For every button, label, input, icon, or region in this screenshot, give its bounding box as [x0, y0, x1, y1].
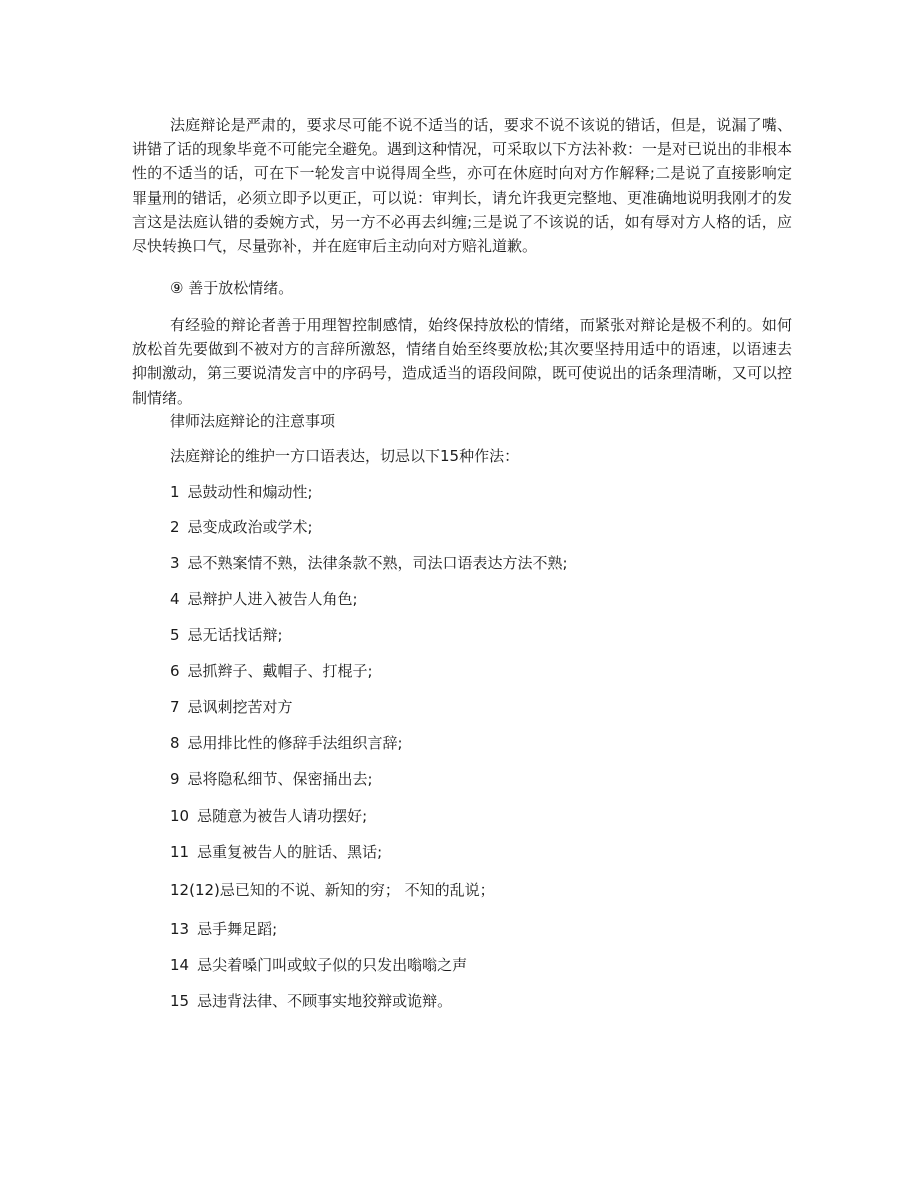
list-item-text: 忌鼓动性和煽动性;	[187, 483, 313, 501]
list-item-number: 7	[170, 698, 180, 716]
list-item-text: 忌重复被告人的脏话、黑话;	[197, 843, 383, 861]
list-item-text: 忌已知的不说、新知的穷； 不知的乱说；	[219, 881, 495, 899]
list-item-number: 8	[170, 734, 180, 752]
list-item-number: 5	[170, 626, 180, 644]
list-item	[170, 991, 452, 1011]
list-item-number: 9	[170, 770, 180, 788]
list-item-number: 15	[170, 992, 190, 1010]
list-intro: 法庭辩论的维护一方口语表达，切忌以下15种作法：	[170, 447, 520, 465]
list-item	[170, 661, 373, 681]
list-item-text: 忌讽刺挖苦对方	[187, 698, 293, 716]
list-item-text: 忌尖着嗓门叫或蚊子似的只发出嗡嗡之声	[197, 956, 468, 974]
list-item	[170, 697, 293, 717]
list-item-text: 忌抓辫子、戴帽子、打棍子;	[187, 662, 373, 680]
item-9-relax: ⑨ 善于放松情绪。	[170, 279, 294, 297]
list-item-number: 4	[170, 590, 180, 608]
list-item-text: 忌不熟案情不熟，法律条款不熟，司法口语表达方法不熟;	[187, 554, 568, 572]
list-item-text: 忌违背法律、不顾事实地狡辩或诡辩。	[197, 992, 453, 1010]
list-item-text: 忌辩护人进入被告人角色;	[187, 590, 358, 608]
list-item	[170, 517, 313, 537]
list-item-number: 11	[170, 843, 190, 861]
list-item-text: 忌随意为被告人请功摆好;	[197, 807, 368, 825]
list-item-text: 忌手舞足蹈;	[197, 920, 278, 938]
list-item-number: 12(12)	[170, 881, 220, 899]
section-heading: 律师法庭辩论的注意事项	[170, 412, 336, 430]
list-item-number: 3	[170, 554, 180, 572]
list-item	[170, 482, 313, 502]
list-item	[170, 769, 373, 789]
list-item	[170, 919, 277, 939]
list-item-number: 6	[170, 662, 180, 680]
list-item-number: 1	[170, 483, 180, 501]
list-item	[170, 806, 367, 826]
list-item	[170, 733, 403, 753]
list-item	[170, 625, 283, 645]
list-item-number: 2	[170, 518, 180, 536]
list-item	[170, 842, 382, 862]
list-item-text: 忌用排比性的修辞手法组织言辞;	[187, 734, 403, 752]
list-item	[170, 589, 358, 609]
list-item-text: 忌变成政治或学术;	[187, 518, 313, 536]
paragraph-relax: 有经验的辩论者善于用理智控制感情，始终保持放松的情绪，而紧张对辩论是极不利的。如何放松首先要做到不被对方的言辞所激怒，情绪自始至终要放松;其次要坚持用适中的语速，以语速去抑制激动，第三要说清发言中的序码号，造成适当的语段间隙，既可使说出的话条理清晰，又可以控制情绪。	[132, 316, 793, 407]
list-item	[170, 955, 467, 975]
list-item-number: 10	[170, 807, 190, 825]
list-item-number: 13	[170, 920, 190, 938]
list-item-number: 14	[170, 956, 190, 974]
list-item	[170, 553, 568, 573]
list-item-text: 忌将隐私细节、保密捅出去;	[187, 770, 373, 788]
list-item	[170, 880, 495, 900]
list-item-text: 忌无话找话辩;	[187, 626, 283, 644]
paragraph-remedy: 法庭辩论是严肃的，要求尽可能不说不适当的话，要求不说不该说的错话，但是，说漏了嘴、讲错了话的现象毕竟不可能完全避免。遇到这种情况，可采取以下方法补救：一是对已说出的非根本性的不适当的话，可在下一轮发言中说得周全些，亦可在休庭时向对方作解释;二是说了直接影响定罪量刑的错话，必须立即予以更正，可以说：审判长，请允许我更完整地、更准确地说明我刚才的发言这是法庭认错的委婉方式，另一方不必再去纠缠;三是说了不该说的话，如有辱对方人格的话，应尽快转换口气，尽量弥补，并在庭审后主动向对方赔礼道歉。	[132, 116, 793, 256]
